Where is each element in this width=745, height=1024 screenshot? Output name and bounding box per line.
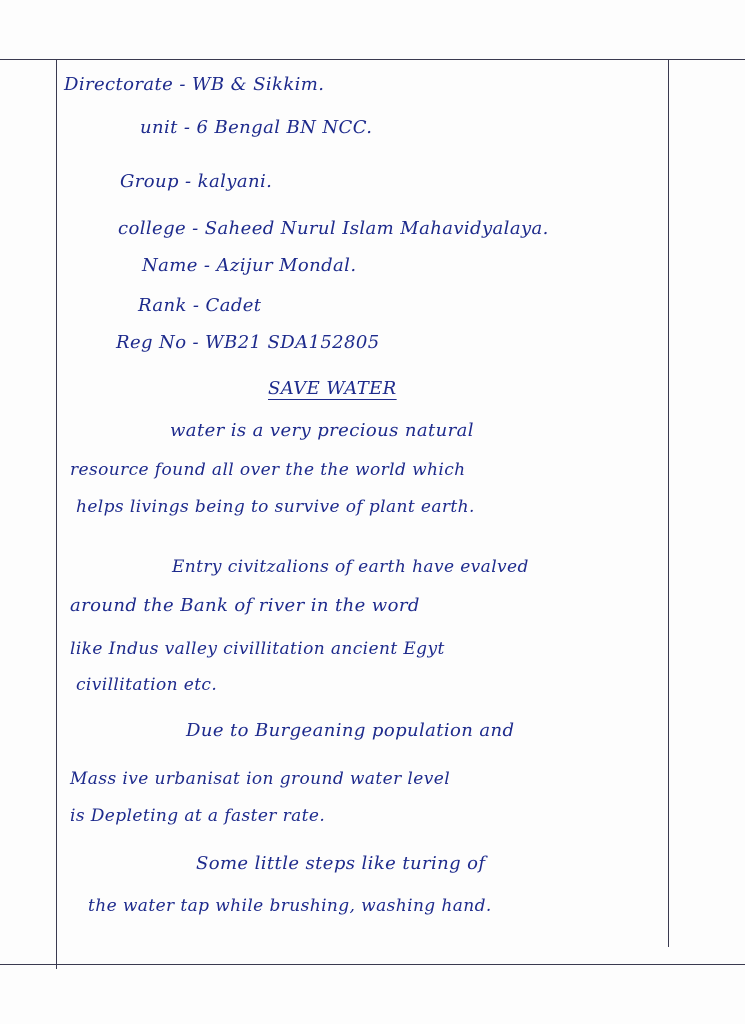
essay-line: Some little steps like turing of <box>196 853 486 874</box>
college-line: college - Saheed Nurul Islam Mahavidyalaya. <box>118 218 549 239</box>
essay-line: water is a very precious natural <box>170 420 474 441</box>
rank-line: Rank - Cadet <box>138 295 262 316</box>
essay-line: like Indus valley civillitation ancient Egyt <box>70 639 445 659</box>
essay-line: Mass ive urbanisat ion ground water level <box>70 769 451 789</box>
essay-title: SAVE WATER <box>268 378 397 399</box>
unit-line: unit - 6 Bengal BN NCC. <box>140 117 373 138</box>
page-bottom-rule <box>0 964 745 965</box>
page-right-margin-rule <box>668 59 669 947</box>
essay-line: civillitation etc. <box>76 675 218 695</box>
essay-line: Due to Burgeaning population and <box>186 720 515 741</box>
page-left-margin-rule <box>56 59 57 969</box>
essay-line: the water tap while brushing, washing hand. <box>88 896 492 916</box>
essay-line: helps livings being to survive of plant earth. <box>76 497 475 517</box>
group-line: Group - kalyani. <box>120 171 273 192</box>
essay-line: Entry civitzalions of earth have evalved <box>172 557 529 577</box>
essay-line: resource found all over the the world which <box>70 460 466 480</box>
essay-line: around the Bank of river in the word <box>70 595 420 616</box>
directorate-line: Directorate - WB & Sikkim. <box>64 74 325 95</box>
name-line: Name - Azijur Mondal. <box>142 255 357 276</box>
essay-line: is Depleting at a faster rate. <box>70 806 326 826</box>
page-top-rule <box>0 59 745 60</box>
reg-no-line: Reg No - WB21 SDA152805 <box>116 332 380 353</box>
